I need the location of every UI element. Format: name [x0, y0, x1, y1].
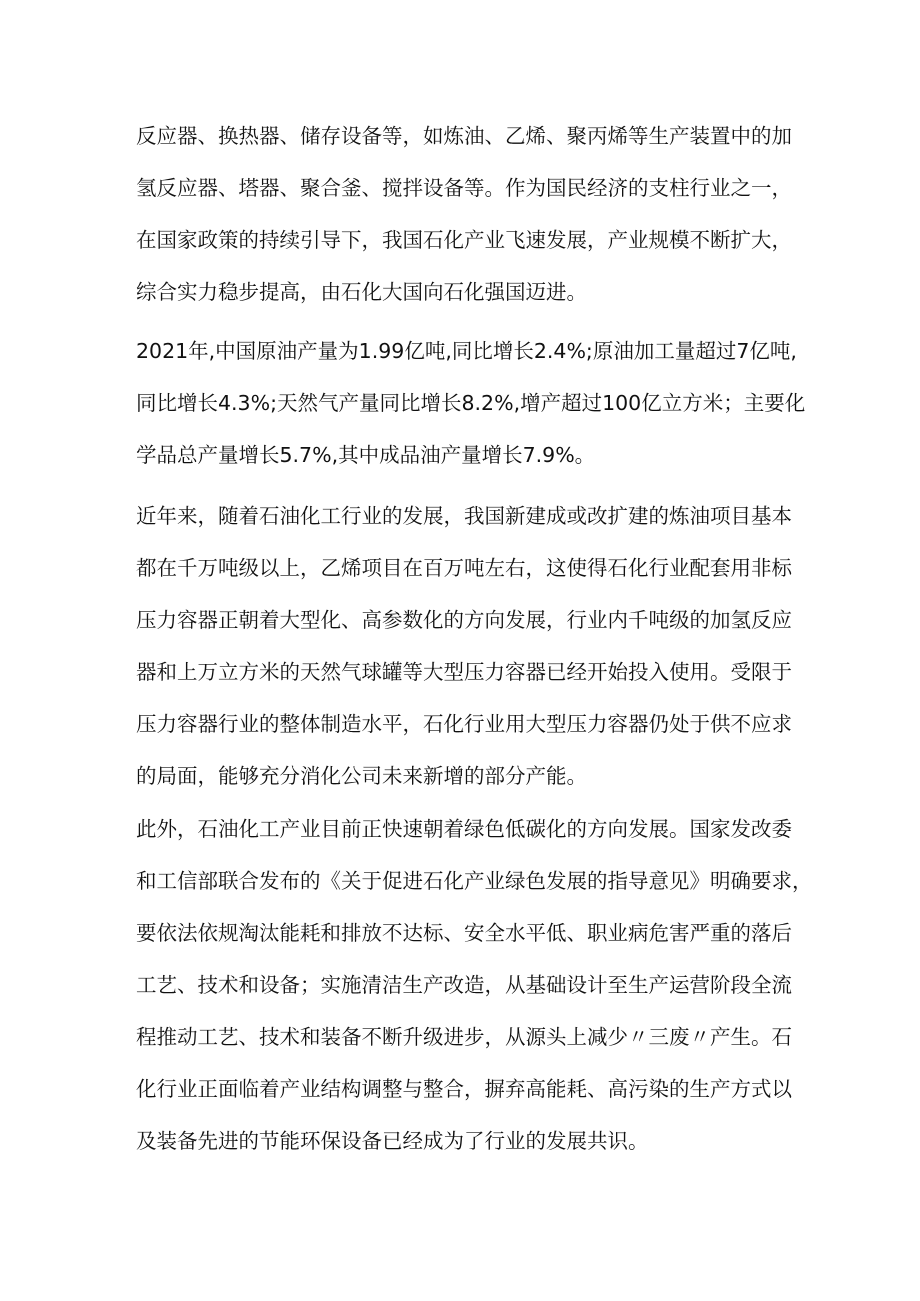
- text-line: 压力容器正朝着大型化、高参数化的方向发展，行业内千吨级的加氢反应: [136, 608, 792, 632]
- text-line: 化行业正面临着产业结构调整与整合，摒弃高能耗、高污染的生产方式以: [136, 1077, 792, 1101]
- text-line: 同比增长4.3%;天然气产量同比增长8.2%,增产超过100亿立方米；主要化: [136, 391, 806, 415]
- text-line: 反应器、换热器、储存设备等，如炼油、乙烯、聚丙烯等生产装置中的加: [136, 124, 792, 148]
- paragraph-green-development: [136, 803, 813, 1167]
- text-line: 要依法依规淘汰能耗和排放不达标、安全水平低、职业病危害严重的落后: [136, 921, 792, 945]
- text-line: 工艺、技术和设备；实施清洁生产改造，从基础设计至生产运营阶段全流: [136, 973, 792, 997]
- paragraph-petrochemical-equipment: [136, 110, 792, 318]
- text-line: 及装备先进的节能环保设备已经成为了行业的发展共识。: [136, 1129, 649, 1153]
- text-line: 器和上万立方米的天然气球罐等大型压力容器已经开始投入使用。受限于: [136, 660, 792, 684]
- text-line: 近年来，随着石油化工行业的发展，我国新建成或改扩建的炼油项目基本: [136, 504, 792, 528]
- text-line: 氢反应器、塔器、聚合釜、搅拌设备等。作为国民经济的支柱行业之一，: [136, 176, 792, 200]
- text-line: 的局面，能够充分消化公司未来新增的部分产能。: [136, 764, 587, 788]
- text-line: 都在千万吨级以上，乙烯项目在百万吨左右，这使得石化行业配套用非标: [136, 556, 792, 580]
- text-line: 在国家政策的持续引导下，我国石化产业飞速发展，产业规模不断扩大，: [136, 228, 792, 252]
- text-line: 综合实力稳步提高，由石化大国向石化强国迈进。: [136, 280, 587, 304]
- text-line: 2021年,中国原油产量为1.99亿吨,同比增长2.4%;原油加工量超过7亿吨,: [136, 339, 797, 363]
- paragraph-2021-production-stats: [136, 325, 806, 481]
- text-line: 此外，石油化工产业目前正快速朝着绿色低碳化的方向发展。国家发改委: [136, 817, 792, 841]
- text-line: 程推动工艺、技术和装备不断升级进步，从源头上减少〃三废〃产生。石: [136, 1025, 792, 1049]
- paragraph-industry-trends: [136, 490, 792, 802]
- text-line: 压力容器行业的整体制造水平，石化行业用大型压力容器仍处于供不应求: [136, 712, 792, 736]
- text-line: 学品总产量增长5.7%,其中成品油产量增长7.9%。: [136, 443, 596, 467]
- text-line: 和工信部联合发布的《关于促进石化产业绿色发展的指导意见》明确要求，: [136, 869, 813, 893]
